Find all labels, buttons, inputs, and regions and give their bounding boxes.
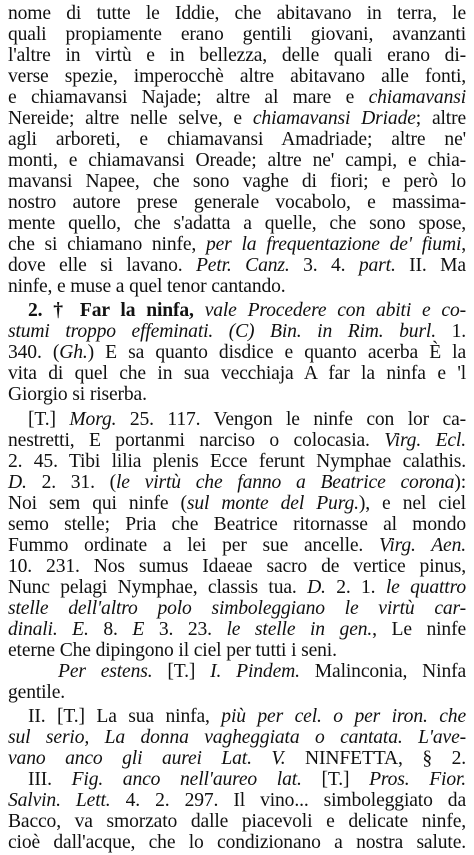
text-run: 10. 231. Nos sumus Idaeae sacro de vertice pinus, — [8, 556, 466, 577]
text-run: 2. † Far la ninfa, — [28, 300, 205, 321]
text-run: semo stelle; Pria che Beatrice ritornasse al mondo — [8, 514, 466, 535]
text-run: cioè dall'acque, che lo condizionano a nostra salute. — [8, 832, 466, 853]
text-run: le stelle in gen. — [226, 619, 373, 640]
text-run: Salvin. Lett. — [8, 790, 111, 811]
text-run: [T.] — [152, 661, 211, 682]
text-run: Fig. anco nell'aureo lat. — [71, 769, 302, 790]
text-run: vale Procedere con abiti e co- — [204, 300, 466, 321]
text-run: eterne Che dipingono il ciel per tutti i seni. — [8, 640, 337, 661]
text-run: quali propiamente erano gentili giovani, avanzanti — [8, 24, 466, 45]
text-run: nestretti, E portanmi narciso o colocasia. — [8, 430, 385, 451]
text-run: sul monte del Purg. — [186, 493, 359, 514]
text-run: II. Ma — [395, 255, 466, 276]
text-run: e chiamavansi Najade; altre al mare e — [8, 87, 369, 108]
text-run: le virtù che fanno a Beatrice corona — [116, 472, 455, 493]
text-run: 4. 2. 297. Il vino... simboleggiato da — [110, 790, 467, 811]
text-line — [8, 681, 466, 705]
text-run: verse spezie, imperocchè altre abitavano alle fonti, — [8, 66, 466, 87]
text-run: Virg. Ecl. — [384, 430, 466, 451]
text-run: [T.] — [301, 769, 370, 790]
text-run: l'altre in virtù e in bellezza, delle quali erano di- — [8, 45, 466, 66]
text-run: ), e nel ciel — [358, 493, 466, 514]
text-run: NINFETTA, § 2. — [285, 748, 467, 769]
text-run: mavansi Napee, che sono vaghe di fiori; e però lo — [8, 171, 466, 192]
text-run: monti, e chiamavansi Oreade; altre ne' campi, e chia- — [8, 150, 466, 171]
text-run: 25. 117. Vengon le ninfe con lor ca- — [116, 409, 466, 430]
text-run: 340. ( — [8, 342, 60, 363]
text-run: dove elle si lavano. — [8, 255, 196, 276]
text-run: che si chiamano ninfe, — [8, 234, 206, 255]
text-run: Bacco, va smorzato dalle piacevoli e delicate ninfe, — [8, 811, 466, 832]
text-run: le quattro — [385, 577, 466, 598]
text-run: chiamavansi Driade — [252, 108, 416, 129]
text-line — [8, 831, 466, 855]
text-run: vita di quel che in sua vecchiaja A far la ninfa e 'l — [8, 363, 466, 384]
text-run: 3. 4. — [289, 255, 359, 276]
text-run: Morg. — [69, 409, 117, 430]
text-run: sul serio, La donna vagheggiata o cantata. L'ave- — [8, 727, 466, 748]
text-run: chiamavansi — [368, 87, 466, 108]
text-run: Pros. Fior. — [369, 769, 467, 790]
text-run: nome di tutte le Iddie, che abitavano in terra, le — [8, 3, 466, 24]
text-run: Per estens. — [58, 661, 153, 682]
text-run: stelle dell'altro polo simboleggiano le virtù car- — [8, 598, 466, 619]
text-run: , — [461, 234, 466, 255]
text-run: ) E sa quanto disdice e quanto acerba È la — [87, 342, 467, 363]
text-run: gentile. — [8, 682, 66, 703]
text-line — [8, 383, 466, 407]
text-run: stumi troppo effeminati. (C) Bin. in Rim. burl. — [8, 321, 436, 342]
text-run: Nereide; altre nelle selve, e — [8, 108, 253, 129]
text-run: 1. — [435, 321, 466, 342]
text-run: , Le ninfe — [372, 619, 466, 640]
text-run: Fummo ordinate a lei per sue ancelle. — [8, 535, 379, 556]
text-run: 8. — [88, 619, 133, 640]
text-run: part. — [358, 255, 396, 276]
text-run: agli arboreti, e chiamavansi Amadriade; altre ne' — [8, 129, 466, 150]
text-run: mente quello, che s'adatta a quelle, che sono spose, — [8, 213, 466, 234]
text-run: Gh. — [59, 342, 88, 363]
text-run: III. — [28, 769, 72, 790]
text-run: ; altre — [415, 108, 466, 129]
text-run: ninfe, e muse a quel tenor cantando. — [8, 276, 286, 297]
text-run: nostro autore prese generale vocabolo, e massima- — [8, 192, 466, 213]
text-run: E — [132, 619, 145, 640]
text-run: 2. 45. Tibi lilia plenis Ecce ferunt Nymphae calathis. — [8, 451, 466, 472]
text-run: vano anco gli aurei Lat. V. — [8, 748, 286, 769]
text-run: Noi sem qui ninfe ( — [8, 493, 187, 514]
text-run: Nunc pelagi Nymphae, classis tua. — [8, 577, 308, 598]
text-run: D. — [307, 577, 326, 598]
text-run: per la frequentazione de' fiumi — [205, 234, 462, 255]
text-run: 3. 23. — [144, 619, 227, 640]
text-run: ): — [454, 472, 466, 493]
text-run: 2. 31. ( — [26, 472, 117, 493]
text-run: dinali. E. — [8, 619, 89, 640]
text-run: Virg. Aen. — [378, 535, 467, 556]
text-run: Petr. Canz. — [195, 255, 290, 276]
text-run: D. — [8, 472, 27, 493]
text-run: [T.] — [28, 409, 70, 430]
text-run: I. Pindem. — [210, 661, 300, 682]
text-run: più per cel. o per iron. che — [221, 706, 466, 727]
text-run: Malinconia, Ninfa — [299, 661, 467, 682]
text-run: II. [T.] La sua ninfa, — [28, 706, 222, 727]
text-line — [8, 275, 466, 299]
text-run: 2. 1. — [325, 577, 386, 598]
text-run: Giorgio si riserba. — [8, 384, 147, 405]
